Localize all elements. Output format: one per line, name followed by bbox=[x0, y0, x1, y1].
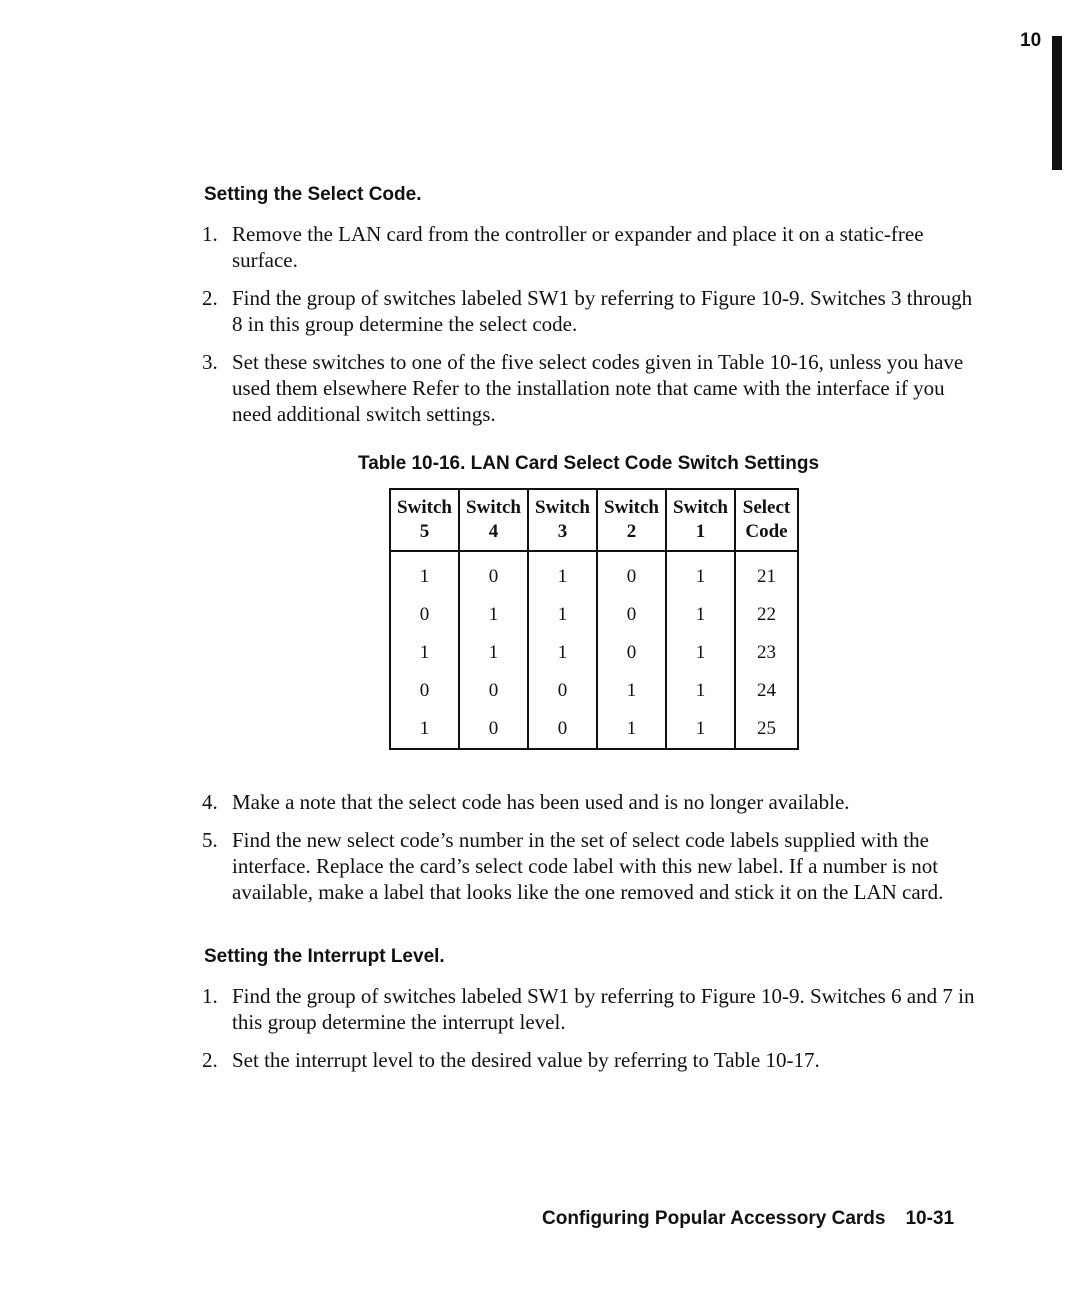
list-item bbox=[202, 285, 982, 337]
table-cell: 0 bbox=[459, 672, 528, 710]
table-cell: 1 bbox=[459, 634, 528, 672]
table-cell: 1 bbox=[597, 672, 666, 710]
step-text: Find the group of switches labeled SW1 by referring to Figure 10-9. Switches 6 and 7 in this group determine the interrupt level. bbox=[232, 984, 975, 1034]
table-cell: 24 bbox=[735, 672, 798, 710]
table-cell: 1 bbox=[666, 551, 735, 596]
header-line: 3 bbox=[557, 521, 568, 542]
step-text: Set these switches to one of the five select codes given in Table 10-16, unless you have used them elsewhere Refer to the installation note that came with the interface if you need additional switch settings. bbox=[232, 350, 964, 426]
list-item bbox=[202, 221, 982, 273]
header-line: 4 bbox=[488, 521, 499, 542]
table-cell: 0 bbox=[390, 672, 459, 710]
switch-settings-table bbox=[389, 488, 799, 750]
step-number: 5. bbox=[202, 828, 218, 852]
table-cell: 1 bbox=[666, 634, 735, 672]
column-header bbox=[735, 489, 798, 551]
table-cell: 1 bbox=[390, 551, 459, 596]
table-cell: 1 bbox=[597, 710, 666, 749]
table-cell: 0 bbox=[459, 551, 528, 596]
select-code-steps bbox=[202, 221, 982, 439]
column-header bbox=[528, 489, 597, 551]
step-number: 1. bbox=[202, 984, 218, 1008]
column-header bbox=[666, 489, 735, 551]
section-heading-interrupt-level: Setting the Interrupt Level. bbox=[204, 946, 445, 967]
table-cell: 0 bbox=[459, 710, 528, 749]
table-cell: 22 bbox=[735, 596, 798, 634]
table-cell: 1 bbox=[528, 551, 597, 596]
table-row bbox=[390, 710, 798, 749]
table-row bbox=[390, 634, 798, 672]
table-row bbox=[390, 672, 798, 710]
step-number: 2. bbox=[202, 1048, 218, 1072]
table-cell: 0 bbox=[390, 596, 459, 634]
table-cell: 1 bbox=[528, 634, 597, 672]
step-number: 2. bbox=[202, 286, 218, 310]
table-header-row bbox=[390, 489, 798, 551]
header-line: Select bbox=[742, 497, 791, 518]
column-header bbox=[459, 489, 528, 551]
step-number: 3. bbox=[202, 350, 218, 374]
column-header bbox=[390, 489, 459, 551]
table-row bbox=[390, 551, 798, 596]
table-cell: 21 bbox=[735, 551, 798, 596]
table-cell: 0 bbox=[528, 672, 597, 710]
footer-title: Configuring Popular Accessory Cards bbox=[542, 1208, 886, 1229]
step-text: Set the interrupt level to the desired value by referring to Table 10-17. bbox=[232, 1048, 820, 1072]
header-line: Switch bbox=[673, 497, 728, 518]
step-text: Find the group of switches labeled SW1 by referring to Figure 10-9. Switches 3 through 8 in this group determine the select code. bbox=[232, 286, 973, 336]
select-code-steps-continued bbox=[202, 789, 982, 917]
table-cell: 0 bbox=[597, 551, 666, 596]
step-number: 4. bbox=[202, 790, 218, 814]
step-number: 1. bbox=[202, 222, 218, 246]
column-header bbox=[597, 489, 666, 551]
list-item bbox=[202, 789, 982, 815]
table-cell: 1 bbox=[666, 710, 735, 749]
step-text: Find the new select code’s number in the set of select code labels supplied with the interface. Replace the card’s select code label with this new label. If a number is not available, make a label that looks like the one removed and stick it on the LAN card. bbox=[232, 828, 944, 904]
header-line: 1 bbox=[695, 521, 706, 542]
list-item bbox=[202, 983, 982, 1035]
section-heading-select-code: Setting the Select Code. bbox=[204, 184, 422, 205]
step-text: Remove the LAN card from the controller or expander and place it on a static-free surface. bbox=[232, 222, 924, 272]
header-line: Switch bbox=[397, 497, 452, 518]
list-item bbox=[202, 349, 982, 427]
page-footer bbox=[542, 1208, 954, 1230]
chapter-tab-bar bbox=[1052, 36, 1062, 170]
table-cell: 0 bbox=[597, 596, 666, 634]
interrupt-level-steps bbox=[202, 983, 982, 1085]
header-line: 2 bbox=[626, 521, 637, 542]
header-line: Switch bbox=[466, 497, 521, 518]
table-cell: 0 bbox=[597, 634, 666, 672]
list-item bbox=[202, 1047, 982, 1073]
table-cell: 1 bbox=[528, 596, 597, 634]
header-line: Code bbox=[745, 521, 788, 542]
table-cell: 1 bbox=[390, 634, 459, 672]
table-cell: 1 bbox=[459, 596, 528, 634]
chapter-tab-number: 10 bbox=[1020, 30, 1042, 51]
table-cell: 1 bbox=[390, 710, 459, 749]
header-line: 5 bbox=[419, 521, 430, 542]
table-cell: 23 bbox=[735, 634, 798, 672]
table-cell: 1 bbox=[666, 672, 735, 710]
header-line: Switch bbox=[535, 497, 590, 518]
table-cell: 25 bbox=[735, 710, 798, 749]
table-row bbox=[390, 596, 798, 634]
list-item bbox=[202, 827, 982, 905]
page-number: 10-31 bbox=[905, 1208, 955, 1229]
table-title: Table 10-16. LAN Card Select Code Switch Settings bbox=[358, 453, 820, 474]
table-cell: 0 bbox=[528, 710, 597, 749]
step-text: Make a note that the select code has been used and is no longer available. bbox=[232, 790, 850, 814]
header-line: Switch bbox=[604, 497, 659, 518]
table-cell: 1 bbox=[666, 596, 735, 634]
